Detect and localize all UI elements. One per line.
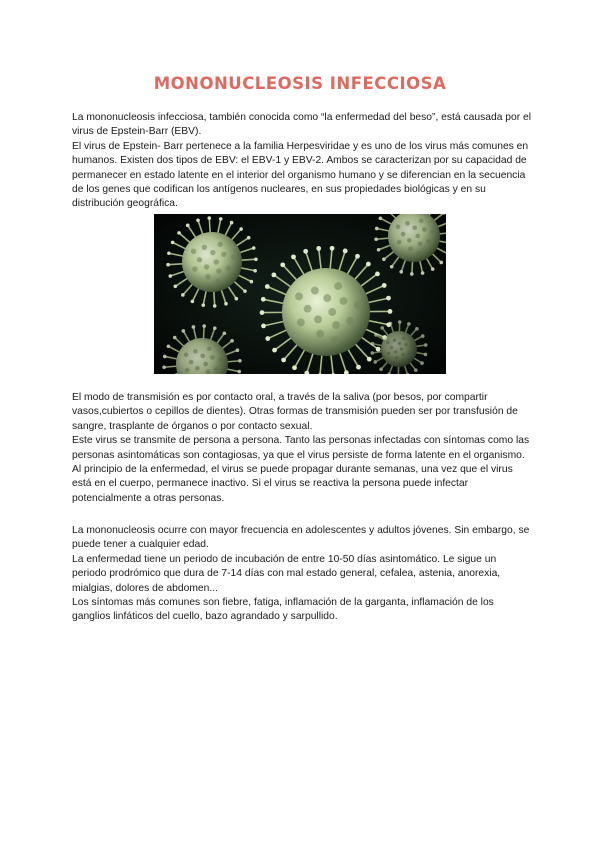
paragraph: La mononucleosis infecciosa, también conocida como “la enfermedad del beso”, está causada por el virus de Epstein-Barr (EBV). [72,112,532,138]
virus-image [154,214,446,374]
symptoms-section [72,524,532,625]
paragraph: Los síntomas más comunes son fiebre, fatiga, inflamación de la garganta, inflamación de los ganglios linfáticos del cuello, bazo agrandado y sarpullido. [72,597,494,623]
paragraph: La mononucleosis ocurre con mayor frecuencia en adolescentes y adultos jóvenes. Sin embargo, se puede tener a cualquier edad. [72,525,530,551]
virus-illustration-icon [154,214,446,374]
transmission-section [72,391,532,506]
intro-section [72,111,532,212]
page-title: MONONUCLEOSIS INFECCIOSA [153,74,447,93]
paragraph: El modo de transmisión es por contacto oral, a través de la saliva (por besos, por compartir vasos,cubiertos o cepillos de dientes). Otras formas de transmisión pueden ser por transfusión de sangre, trasplante de órganos o por contacto sexual. [72,392,518,432]
paragraph: El virus de Epstein- Barr pertenece a la familia Herpesviridae y es uno de los virus más comunes en humanos. Existen dos tipos de EBV: el EBV-1 y EBV-2. Ambos se caracterizan por su capacidad de permanecer en estado latente en el interior del organismo humano y se diferencian en la secuencia de los genes que codifican los antígenos nucleares, en sus propiedades biológicas y en su distribución geográfica. [72,140,529,210]
paragraph: La enfermedad tiene un periodo de incubación de entre 10-50 días asintomático. Le sigue un periodo prodrómico que dura de 7-14 días con mal estado general, cefalea, astenia, anorexia, mialgias, dolores de abdomen... [72,553,501,594]
paragraph: Este virus se transmite de persona a persona. Tanto las personas infectadas con síntomas como las personas asintomáticas son contagiosas, ya que el virus persiste de forma latente en el organismo. Al principio de la enfermedad, el virus se puede propagar durante semanas, una vez que el virus está en el cuerpo, permanece inactivo. Si el virus se reactiva la persona puede infectar potencialmente a otras personas. [72,435,530,504]
